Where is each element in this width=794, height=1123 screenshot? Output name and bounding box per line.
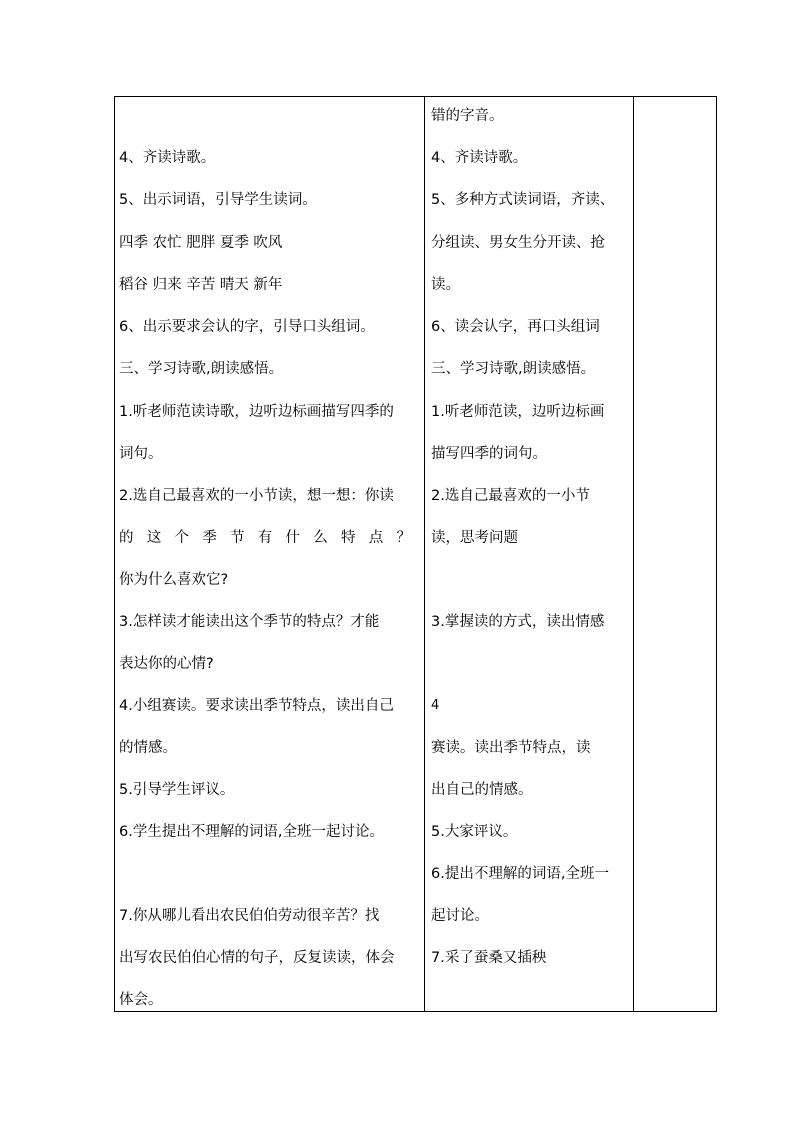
student-item-4: 赛读。读出季节特点，读 — [431, 740, 591, 756]
teacher-item-3: 3.怎样读才能读出这个季节的特点？才能 — [119, 614, 380, 630]
spread-char: 么 — [313, 530, 328, 546]
student-item-4-cont: 出自己的情感。 — [431, 782, 533, 798]
student-section-heading: 三、学习诗歌,朗读感悟。 — [431, 361, 596, 377]
spread-char: 特 — [341, 530, 356, 546]
column-divider-teacher-student — [424, 97, 425, 1011]
student-item-1: 1.听老师范读，边听边标画 — [431, 404, 605, 420]
student-item-6-cont: 起讨论。 — [431, 908, 489, 924]
spread-char: ？ — [396, 530, 411, 546]
teacher-item-7-end: 体会。 — [119, 992, 163, 1008]
teacher-word-list-1: 四季 农忙 肥胖 夏季 吹风 — [119, 235, 283, 251]
spread-char: 节 — [230, 530, 245, 546]
spread-char: 什 — [285, 530, 300, 546]
teacher-item-1: 1.听老师范读诗歌，边听边标画描写四季的 — [119, 404, 394, 420]
student-item-2-cont: 读，思考问题 — [431, 530, 518, 546]
teacher-item-2-question: 你为什么喜欢它? — [119, 572, 229, 588]
spread-char: 有 — [257, 530, 273, 546]
spread-char: 这 — [146, 530, 162, 546]
teacher-step-show-words: 5、出示词语，引导学生读词。 — [119, 192, 317, 208]
student-step-read-words: 5、多种方式读词语，齐读、 — [431, 192, 615, 208]
teacher-section-heading: 三、学习诗歌,朗读感悟。 — [119, 361, 284, 377]
teacher-item-7-cont: 出写农民伯伯心情的句子，反复读读，体会 — [119, 950, 395, 966]
teacher-item-4-cont: 的情感。 — [119, 740, 177, 756]
teacher-step-recognize-chars: 6、出示要求会认的字，引导口头组词。 — [119, 319, 375, 335]
student-step-read-words-cont: 分组读、男女生分开读、抢 — [431, 235, 605, 251]
student-step-read-words-end: 读。 — [431, 277, 460, 293]
student-item-1-cont: 描写四季的词句。 — [431, 446, 547, 462]
teacher-item-5: 5.引导学生评议。 — [119, 782, 235, 798]
spread-char: 点 — [368, 530, 384, 546]
student-step-read-together: 4、齐读诗歌。 — [431, 150, 528, 166]
teacher-item-2-spread-line — [119, 528, 411, 548]
student-line-pronunciation: 错的字音。 — [431, 108, 504, 124]
student-item-3: 3.掌握读的方式，读出情感 — [431, 614, 605, 630]
teacher-step-read-together: 4、齐读诗歌。 — [119, 150, 216, 166]
student-step-recognize-chars: 6、读会认字，再口头组词 — [431, 319, 600, 335]
student-item-4-number: 4 — [431, 698, 440, 713]
teacher-item-4: 4.小组赛读。要求读出季节特点，读出自己 — [119, 698, 394, 714]
teacher-item-2: 2.选自己最喜欢的一小节读，想一想：你读 — [119, 488, 394, 504]
student-item-7: 7.采了蚕桑又插秧 — [431, 950, 547, 966]
spread-char: 个 — [174, 530, 189, 546]
teacher-item-3-cont: 表达你的心情? — [119, 656, 214, 672]
student-item-5: 5.大家评议。 — [431, 824, 518, 840]
teacher-item-7: 7.你从哪儿看出农民伯伯劳动很辛苦？找 — [119, 908, 380, 924]
spread-char: 的 — [119, 530, 134, 546]
student-item-2: 2.选自己最喜欢的一小节 — [431, 488, 590, 504]
spread-char: 季 — [202, 530, 217, 546]
student-item-6: 6.提出不理解的词语,全班一 — [431, 866, 609, 882]
teacher-item-1-cont: 词句。 — [119, 446, 163, 462]
teacher-word-list-2: 稻谷 归来 辛苦 晴天 新年 — [119, 277, 283, 293]
column-divider-student-notes — [633, 97, 634, 1011]
teacher-item-6: 6.学生提出不理解的词语,全班一起讨论。 — [119, 824, 384, 840]
